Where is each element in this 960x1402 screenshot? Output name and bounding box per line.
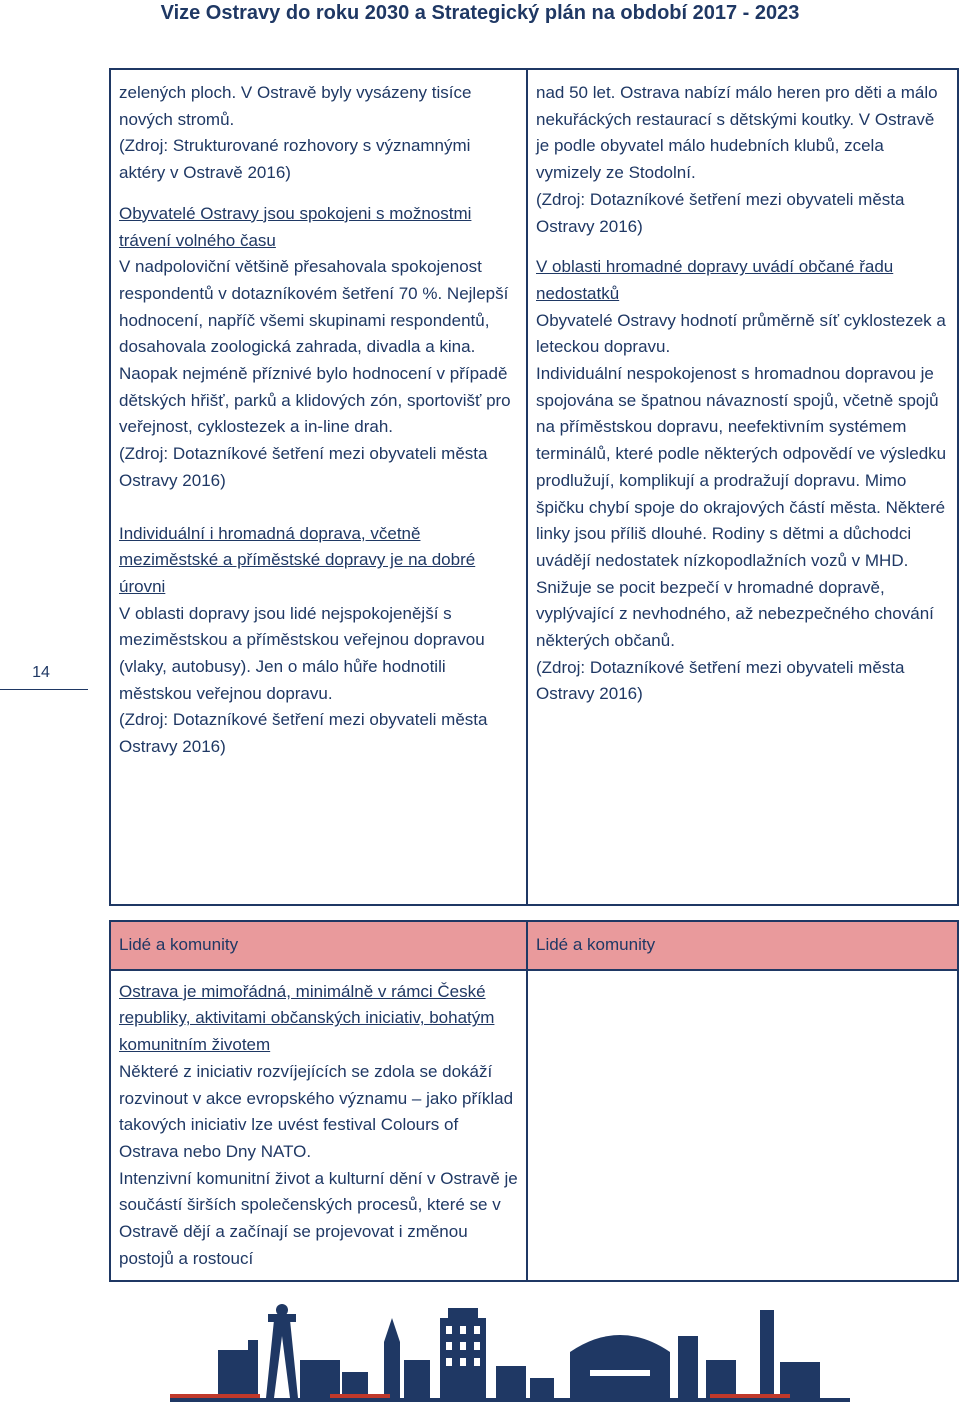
left-intro: zelených ploch. V Ostravě byly vysázeny tisíce nových stromů.: [119, 83, 472, 129]
right-block1-heading: V oblasti hromadné dopravy uvádí občané řadu nedostatků: [536, 257, 894, 303]
left-block1-source: (Zdroj: Dotazníkové šetření mezi obyvateli města Ostravy 2016): [119, 444, 488, 490]
right-intro-source: (Zdroj: Dotazníkové šetření mezi obyvateli města Ostravy 2016): [536, 189, 905, 236]
lower-left-p2: Intenzivní komunitní život a kulturní dění v Ostravě je součástí širších společenských procesů, které se v Ostravě dějí a začínají se projevovat i změnou postojů a rostoucí: [119, 1168, 518, 1268]
right-block1-p3: Snižuje se pocit bezpečí v hromadné dopravě, vyplývající z nevhodného, až nebezpečného chování některých občanů.: [536, 577, 934, 651]
lower-left-heading: Ostrava je mimořádná, minimálně v rámci České republiky, aktivitami občanských iniciativ, bohatým komunitním životem: [119, 981, 495, 1055]
left-block2-source: (Zdroj: Dotazníkové šetření mezi obyvateli města Ostravy 2016): [119, 710, 488, 757]
upper-left-cell: [110, 69, 527, 905]
lower-left-cell: [110, 970, 527, 1282]
upper-right-cell: [527, 69, 958, 905]
left-intro-source: (Zdroj: Strukturované rozhovory s významnými aktéry v Ostravě 2016): [119, 136, 471, 183]
left-block1-heading: Obyvatelé Ostravy jsou spokojeni s možnostmi trávení volného času: [119, 203, 472, 250]
page-number: 14: [32, 664, 50, 681]
band-left: Lidé a komunity: [110, 921, 527, 970]
page-number-rule: [0, 689, 88, 690]
lower-table: [109, 920, 959, 1282]
right-intro: nad 50 let. Ostrava nabízí málo heren pro děti a málo nekuřáckých restaurací s dětskými koutky. V Ostravě je podle obyvatel málo hudebních klubů, zcela vymizely ze Stodolní.: [536, 83, 938, 183]
left-block2-text: V oblasti dopravy jsou lidé nejspokojenější s meziměstskou a příměstskou veřejnou dopravou (vlaky, autobusy). Jen o málo hůře hodnotili městskou veřejnou dopravu.: [119, 603, 485, 703]
left-block1-text: V nadpoloviční většině přesahovala spokojenost respondentů v dotazníkovém šetření 70 %. Nejlepší hodnocení, napříč všemi skupinami respondentů, dosahovala zoologická zahrada, divadla a kina. Naopak nejméně příznivé bylo hodnocení v případě dětských hřišť, parků a klidových zón, sportovišť pro veřejnost, cyklostezek a in-line drah.: [119, 257, 511, 437]
right-block1-p2: Individuální nespokojenost s hromadnou dopravou je spojována se špatnou návazností spojů, včetně spojů na příměstskou dopravu, neefektivním systémem terminálů, které podle některých odpovědí ve výsledku prodlužují, komplikují a prodražují dopravu. Mimo špičku chybí spoje do okrajových částí města. Některé linky jsou příliš dlouhé. Rodiny s dětmi a důchodci uvádějí nedostatek nízkopodlažních vozů v MHD.: [536, 364, 947, 570]
right-block1-p1: Obyvatelé Ostravy hodnotí průměrně síť cyklostezek a leteckou dopravu.: [536, 310, 946, 357]
lower-left-p1: Některé z iniciativ rozvíjejících se zdola se dokáží rozvinout v akce evropského významu – jako příklad takových iniciativ lze uvést festival Colours of Ostrava nebo Dny NATO.: [119, 1061, 514, 1161]
page-header: Vize Ostravy do roku 2030 a Strategický plán na období 2017 - 2023: [160, 2, 800, 24]
band-right: Lidé a komunity: [527, 921, 958, 970]
right-block1-source: (Zdroj: Dotazníkové šetření mezi obyvateli města Ostravy 2016): [536, 657, 905, 704]
lower-right-cell: [527, 970, 958, 1282]
ostrava-skyline-icon: [170, 1290, 850, 1402]
upper-table: [109, 68, 959, 906]
left-block2-heading: Individuální i hromadná doprava, včetně meziměstské a příměstské dopravy je na dobré úrovni: [119, 523, 476, 596]
